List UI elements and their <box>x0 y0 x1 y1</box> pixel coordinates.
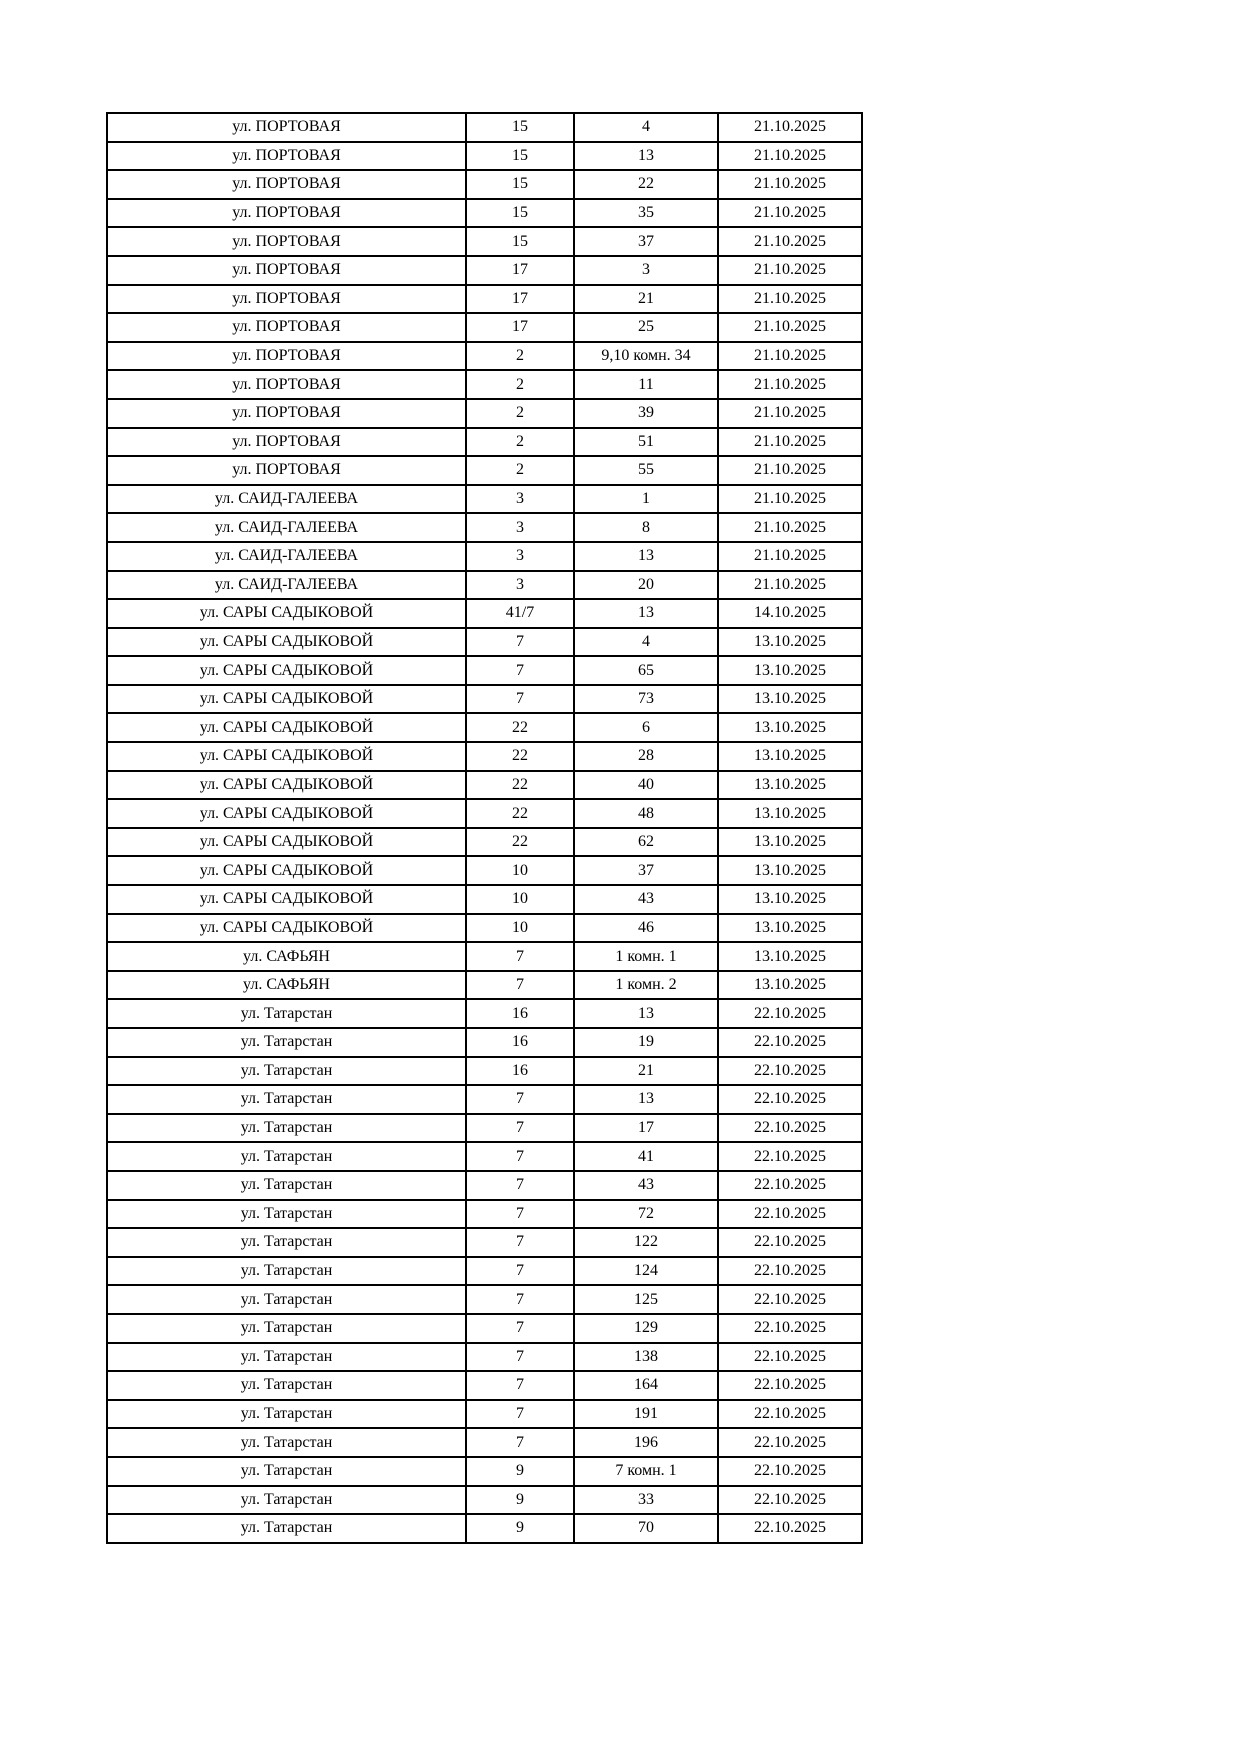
house-number-cell: 17 <box>466 256 574 285</box>
apartment-cell: 122 <box>574 1228 718 1257</box>
house-number-cell: 16 <box>466 1028 574 1057</box>
table-row <box>107 713 862 742</box>
apartment-cell: 37 <box>574 856 718 885</box>
apartment-cell: 138 <box>574 1343 718 1372</box>
house-number-cell: 41/7 <box>466 599 574 628</box>
date-cell: 22.10.2025 <box>718 1200 862 1229</box>
date-cell: 22.10.2025 <box>718 1371 862 1400</box>
apartment-cell: 124 <box>574 1257 718 1286</box>
street-cell: ул. САРЫ САДЫКОВОЙ <box>107 685 466 714</box>
street-cell: ул. Татарстан <box>107 1257 466 1286</box>
house-number-cell: 16 <box>466 1057 574 1086</box>
table-row <box>107 1057 862 1086</box>
apartment-cell: 6 <box>574 713 718 742</box>
table-row <box>107 170 862 199</box>
table-row <box>107 142 862 171</box>
date-cell: 13.10.2025 <box>718 799 862 828</box>
date-cell: 22.10.2025 <box>718 999 862 1028</box>
table-row <box>107 685 862 714</box>
date-cell: 22.10.2025 <box>718 1428 862 1457</box>
street-cell: ул. Татарстан <box>107 1457 466 1486</box>
house-number-cell: 2 <box>466 399 574 428</box>
address-table-body <box>107 113 862 1543</box>
table-row <box>107 113 862 142</box>
house-number-cell: 3 <box>466 542 574 571</box>
house-number-cell: 7 <box>466 1400 574 1429</box>
house-number-cell: 16 <box>466 999 574 1028</box>
date-cell: 22.10.2025 <box>718 1457 862 1486</box>
address-table <box>106 112 863 1544</box>
street-cell: ул. САРЫ САДЫКОВОЙ <box>107 828 466 857</box>
apartment-cell: 41 <box>574 1142 718 1171</box>
table-row <box>107 856 862 885</box>
date-cell: 21.10.2025 <box>718 142 862 171</box>
house-number-cell: 7 <box>466 1200 574 1229</box>
date-cell: 22.10.2025 <box>718 1085 862 1114</box>
date-cell: 21.10.2025 <box>718 199 862 228</box>
house-number-cell: 15 <box>466 199 574 228</box>
date-cell: 13.10.2025 <box>718 856 862 885</box>
date-cell: 22.10.2025 <box>718 1028 862 1057</box>
apartment-cell: 4 <box>574 628 718 657</box>
street-cell: ул. САИД-ГАЛЕЕВА <box>107 571 466 600</box>
house-number-cell: 7 <box>466 685 574 714</box>
table-row <box>107 428 862 457</box>
table-row <box>107 656 862 685</box>
apartment-cell: 21 <box>574 285 718 314</box>
table-row <box>107 1514 862 1543</box>
street-cell: ул. Татарстан <box>107 1057 466 1086</box>
street-cell: ул. САРЫ САДЫКОВОЙ <box>107 656 466 685</box>
apartment-cell: 25 <box>574 313 718 342</box>
date-cell: 22.10.2025 <box>718 1514 862 1543</box>
apartment-cell: 13 <box>574 1085 718 1114</box>
apartment-cell: 196 <box>574 1428 718 1457</box>
apartment-cell: 13 <box>574 142 718 171</box>
date-cell: 21.10.2025 <box>718 285 862 314</box>
street-cell: ул. ПОРТОВАЯ <box>107 370 466 399</box>
date-cell: 22.10.2025 <box>718 1057 862 1086</box>
apartment-cell: 72 <box>574 1200 718 1229</box>
table-row <box>107 1285 862 1314</box>
apartment-cell: 164 <box>574 1371 718 1400</box>
street-cell: ул. САРЫ САДЫКОВОЙ <box>107 885 466 914</box>
house-number-cell: 7 <box>466 1085 574 1114</box>
table-row <box>107 256 862 285</box>
house-number-cell: 7 <box>466 1371 574 1400</box>
street-cell: ул. Татарстан <box>107 1142 466 1171</box>
date-cell: 21.10.2025 <box>718 428 862 457</box>
date-cell: 13.10.2025 <box>718 685 862 714</box>
apartment-cell: 9,10 комн. 34 <box>574 342 718 371</box>
apartment-cell: 55 <box>574 456 718 485</box>
house-number-cell: 7 <box>466 1285 574 1314</box>
table-row <box>107 1200 862 1229</box>
house-number-cell: 9 <box>466 1486 574 1515</box>
street-cell: ул. САФЬЯН <box>107 942 466 971</box>
date-cell: 13.10.2025 <box>718 828 862 857</box>
date-cell: 22.10.2025 <box>718 1257 862 1286</box>
apartment-cell: 21 <box>574 1057 718 1086</box>
house-number-cell: 7 <box>466 1171 574 1200</box>
apartment-cell: 191 <box>574 1400 718 1429</box>
house-number-cell: 7 <box>466 942 574 971</box>
date-cell: 22.10.2025 <box>718 1228 862 1257</box>
house-number-cell: 2 <box>466 342 574 371</box>
apartment-cell: 7 комн. 1 <box>574 1457 718 1486</box>
apartment-cell: 70 <box>574 1514 718 1543</box>
house-number-cell: 7 <box>466 1142 574 1171</box>
street-cell: ул. ПОРТОВАЯ <box>107 170 466 199</box>
house-number-cell: 2 <box>466 456 574 485</box>
table-row <box>107 1257 862 1286</box>
street-cell: ул. ПОРТОВАЯ <box>107 456 466 485</box>
apartment-cell: 73 <box>574 685 718 714</box>
house-number-cell: 7 <box>466 1257 574 1286</box>
house-number-cell: 17 <box>466 313 574 342</box>
table-row <box>107 999 862 1028</box>
date-cell: 21.10.2025 <box>718 313 862 342</box>
date-cell: 22.10.2025 <box>718 1486 862 1515</box>
street-cell: ул. Татарстан <box>107 1028 466 1057</box>
date-cell: 13.10.2025 <box>718 885 862 914</box>
table-row <box>107 1428 862 1457</box>
table-row <box>107 799 862 828</box>
street-cell: ул. Татарстан <box>107 1085 466 1114</box>
street-cell: ул. САРЫ САДЫКОВОЙ <box>107 914 466 943</box>
apartment-cell: 129 <box>574 1314 718 1343</box>
street-cell: ул. Татарстан <box>107 1285 466 1314</box>
street-cell: ул. ПОРТОВАЯ <box>107 142 466 171</box>
date-cell: 22.10.2025 <box>718 1285 862 1314</box>
apartment-cell: 62 <box>574 828 718 857</box>
street-cell: ул. ПОРТОВАЯ <box>107 313 466 342</box>
street-cell: ул. САРЫ САДЫКОВОЙ <box>107 771 466 800</box>
date-cell: 13.10.2025 <box>718 771 862 800</box>
date-cell: 13.10.2025 <box>718 628 862 657</box>
table-row <box>107 1171 862 1200</box>
street-cell: ул. САИД-ГАЛЕЕВА <box>107 513 466 542</box>
date-cell: 13.10.2025 <box>718 656 862 685</box>
table-row <box>107 342 862 371</box>
apartment-cell: 3 <box>574 256 718 285</box>
house-number-cell: 22 <box>466 799 574 828</box>
house-number-cell: 15 <box>466 227 574 256</box>
table-row <box>107 599 862 628</box>
street-cell: ул. САРЫ САДЫКОВОЙ <box>107 799 466 828</box>
house-number-cell: 22 <box>466 742 574 771</box>
house-number-cell: 7 <box>466 656 574 685</box>
table-row <box>107 1085 862 1114</box>
street-cell: ул. Татарстан <box>107 1314 466 1343</box>
table-row <box>107 971 862 1000</box>
date-cell: 21.10.2025 <box>718 342 862 371</box>
apartment-cell: 43 <box>574 1171 718 1200</box>
table-row <box>107 828 862 857</box>
house-number-cell: 22 <box>466 828 574 857</box>
house-number-cell: 7 <box>466 1228 574 1257</box>
house-number-cell: 7 <box>466 971 574 1000</box>
apartment-cell: 1 комн. 1 <box>574 942 718 971</box>
street-cell: ул. ПОРТОВАЯ <box>107 285 466 314</box>
house-number-cell: 15 <box>466 142 574 171</box>
date-cell: 21.10.2025 <box>718 456 862 485</box>
house-number-cell: 22 <box>466 713 574 742</box>
table-row <box>107 227 862 256</box>
table-row <box>107 399 862 428</box>
table-row <box>107 885 862 914</box>
table-row <box>107 1228 862 1257</box>
apartment-cell: 33 <box>574 1486 718 1515</box>
table-row <box>107 742 862 771</box>
apartment-cell: 20 <box>574 571 718 600</box>
date-cell: 13.10.2025 <box>718 942 862 971</box>
street-cell: ул. Татарстан <box>107 1371 466 1400</box>
table-row <box>107 456 862 485</box>
house-number-cell: 9 <box>466 1457 574 1486</box>
date-cell: 21.10.2025 <box>718 170 862 199</box>
apartment-cell: 17 <box>574 1114 718 1143</box>
street-cell: ул. ПОРТОВАЯ <box>107 227 466 256</box>
house-number-cell: 15 <box>466 113 574 142</box>
street-cell: ул. САРЫ САДЫКОВОЙ <box>107 628 466 657</box>
street-cell: ул. ПОРТОВАЯ <box>107 199 466 228</box>
apartment-cell: 13 <box>574 599 718 628</box>
street-cell: ул. Татарстан <box>107 1343 466 1372</box>
table-row <box>107 285 862 314</box>
house-number-cell: 17 <box>466 285 574 314</box>
apartment-cell: 43 <box>574 885 718 914</box>
date-cell: 21.10.2025 <box>718 256 862 285</box>
street-cell: ул. ПОРТОВАЯ <box>107 342 466 371</box>
street-cell: ул. ПОРТОВАЯ <box>107 256 466 285</box>
apartment-cell: 22 <box>574 170 718 199</box>
house-number-cell: 7 <box>466 628 574 657</box>
apartment-cell: 51 <box>574 428 718 457</box>
house-number-cell: 15 <box>466 170 574 199</box>
street-cell: ул. САИД-ГАЛЕЕВА <box>107 542 466 571</box>
date-cell: 22.10.2025 <box>718 1171 862 1200</box>
street-cell: ул. САРЫ САДЫКОВОЙ <box>107 742 466 771</box>
table-row <box>107 1343 862 1372</box>
street-cell: ул. САРЫ САДЫКОВОЙ <box>107 713 466 742</box>
table-row <box>107 485 862 514</box>
apartment-cell: 37 <box>574 227 718 256</box>
date-cell: 21.10.2025 <box>718 485 862 514</box>
date-cell: 22.10.2025 <box>718 1400 862 1429</box>
table-row <box>107 942 862 971</box>
street-cell: ул. Татарстан <box>107 999 466 1028</box>
date-cell: 21.10.2025 <box>718 399 862 428</box>
date-cell: 22.10.2025 <box>718 1314 862 1343</box>
date-cell: 22.10.2025 <box>718 1142 862 1171</box>
date-cell: 21.10.2025 <box>718 513 862 542</box>
street-cell: ул. Татарстан <box>107 1428 466 1457</box>
table-row <box>107 1028 862 1057</box>
date-cell: 13.10.2025 <box>718 914 862 943</box>
table-row <box>107 1457 862 1486</box>
date-cell: 13.10.2025 <box>718 971 862 1000</box>
table-row <box>107 370 862 399</box>
apartment-cell: 13 <box>574 999 718 1028</box>
table-row <box>107 1486 862 1515</box>
house-number-cell: 7 <box>466 1114 574 1143</box>
table-row <box>107 199 862 228</box>
apartment-cell: 4 <box>574 113 718 142</box>
house-number-cell: 10 <box>466 885 574 914</box>
table-row <box>107 571 862 600</box>
house-number-cell: 3 <box>466 571 574 600</box>
house-number-cell: 2 <box>466 428 574 457</box>
table-row <box>107 628 862 657</box>
date-cell: 13.10.2025 <box>718 742 862 771</box>
table-row <box>107 1114 862 1143</box>
street-cell: ул. Татарстан <box>107 1514 466 1543</box>
apartment-cell: 13 <box>574 542 718 571</box>
house-number-cell: 3 <box>466 485 574 514</box>
apartment-cell: 8 <box>574 513 718 542</box>
house-number-cell: 22 <box>466 771 574 800</box>
apartment-cell: 28 <box>574 742 718 771</box>
house-number-cell: 7 <box>466 1343 574 1372</box>
house-number-cell: 7 <box>466 1314 574 1343</box>
apartment-cell: 1 комн. 2 <box>574 971 718 1000</box>
date-cell: 21.10.2025 <box>718 370 862 399</box>
table-row <box>107 1314 862 1343</box>
house-number-cell: 2 <box>466 370 574 399</box>
house-number-cell: 7 <box>466 1428 574 1457</box>
table-row <box>107 914 862 943</box>
street-cell: ул. Татарстан <box>107 1400 466 1429</box>
street-cell: ул. Татарстан <box>107 1200 466 1229</box>
date-cell: 14.10.2025 <box>718 599 862 628</box>
street-cell: ул. ПОРТОВАЯ <box>107 428 466 457</box>
street-cell: ул. САРЫ САДЫКОВОЙ <box>107 856 466 885</box>
street-cell: ул. Татарстан <box>107 1114 466 1143</box>
street-cell: ул. САИД-ГАЛЕЕВА <box>107 485 466 514</box>
date-cell: 21.10.2025 <box>718 571 862 600</box>
house-number-cell: 9 <box>466 1514 574 1543</box>
house-number-cell: 10 <box>466 856 574 885</box>
apartment-cell: 19 <box>574 1028 718 1057</box>
date-cell: 22.10.2025 <box>718 1343 862 1372</box>
table-row <box>107 1142 862 1171</box>
table-row <box>107 542 862 571</box>
date-cell: 22.10.2025 <box>718 1114 862 1143</box>
apartment-cell: 65 <box>574 656 718 685</box>
apartment-cell: 125 <box>574 1285 718 1314</box>
date-cell: 21.10.2025 <box>718 227 862 256</box>
table-row <box>107 1371 862 1400</box>
apartment-cell: 46 <box>574 914 718 943</box>
apartment-cell: 35 <box>574 199 718 228</box>
date-cell: 13.10.2025 <box>718 713 862 742</box>
street-cell: ул. САРЫ САДЫКОВОЙ <box>107 599 466 628</box>
apartment-cell: 39 <box>574 399 718 428</box>
table-row <box>107 771 862 800</box>
apartment-cell: 40 <box>574 771 718 800</box>
date-cell: 21.10.2025 <box>718 113 862 142</box>
street-cell: ул. ПОРТОВАЯ <box>107 399 466 428</box>
apartment-cell: 1 <box>574 485 718 514</box>
street-cell: ул. САФЬЯН <box>107 971 466 1000</box>
house-number-cell: 3 <box>466 513 574 542</box>
table-row <box>107 1400 862 1429</box>
street-cell: ул. Татарстан <box>107 1171 466 1200</box>
street-cell: ул. Татарстан <box>107 1228 466 1257</box>
date-cell: 21.10.2025 <box>718 542 862 571</box>
table-row <box>107 313 862 342</box>
street-cell: ул. Татарстан <box>107 1486 466 1515</box>
apartment-cell: 48 <box>574 799 718 828</box>
house-number-cell: 10 <box>466 914 574 943</box>
street-cell: ул. ПОРТОВАЯ <box>107 113 466 142</box>
table-row <box>107 513 862 542</box>
apartment-cell: 11 <box>574 370 718 399</box>
